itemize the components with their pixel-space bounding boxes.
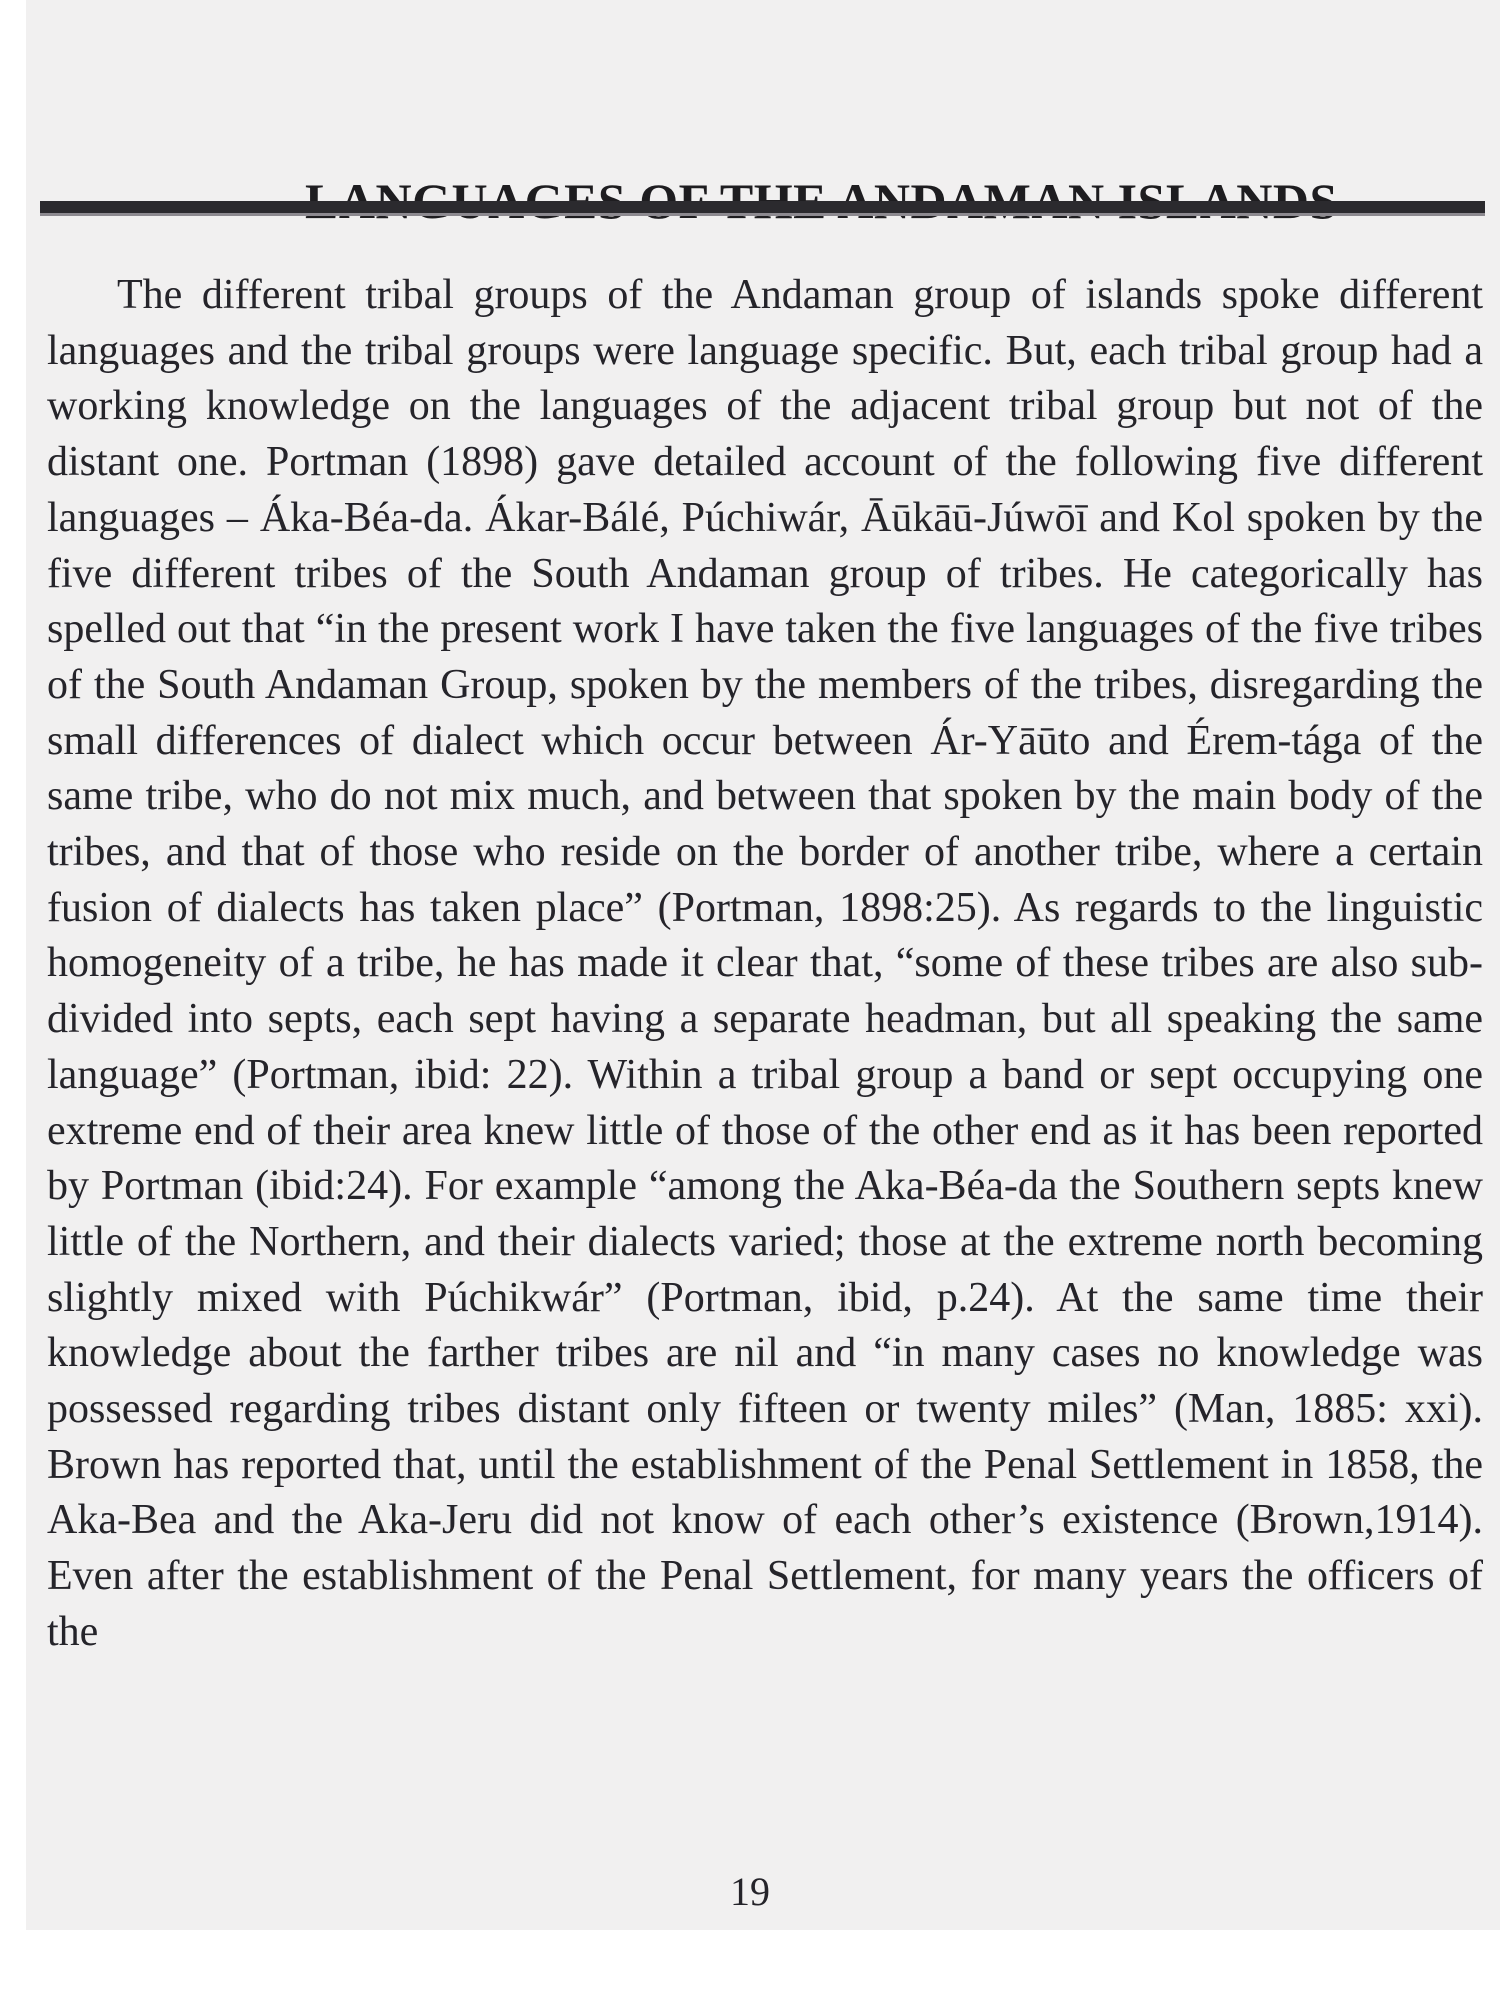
body-paragraph: The different tribal groups of the Andaman group of islands spoke different languages and the tribal groups were language specific. But, each tribal group had a working knowledge on the languages of the adjacent tribal group but not of the distant one. Portman (1898) gave detailed account of the following five different languages – Áka-Béa-da. Ákar-Bálé, Púchiwár, Āūkāū-Júwōī and Kol spoken by the five different tribes of the South Andaman group of tribes. He categorically has spelled out that “in the present work I have taken the five languages of the five tribes of the South Andaman Group, spoken by the members of the tribes, disregarding the small differences of dialect which occur between Ár-Yāūto and Érem-tága of the same tribe, who do not mix much, and between that spoken by the main body of the tribes, and that of those who reside on the border of another tribe, where a certain fusion of dialects has taken place” (Portman, 1898:25). As regards to the linguistic homogeneity of a tribe, he has made it clear that, “some of these tribes are also sub-divided into septs, each sept having a separate headman, but all speaking the same language” (Portman, ibid: 22). Within a tribal group a band or sept occupying one extreme end of their area knew little of those of the other end as it has been reported by Portman (ibid:24). For example “among the Aka-Béa-da the Southern septs knew little of the Northern, and their dialects varied; those at the extreme north becoming slightly mixed with Púchikwár” (Portman, ibid, p.24). At the same time their knowledge about the farther tribes are nil and “in many cases no knowledge was possessed regarding tribes distant only fifteen or twenty miles” (Man, 1885: xxi). Brown has reported that, until the establishment of the Penal Settlement in 1858, the Aka-Bea and the Aka-Jeru did not know of each other’s existence (Brown,1914). Even after the establishment of the Penal Settlement, for many years the officers of the bbox=[47, 272, 1483, 1655]
title-underline-rule bbox=[40, 201, 1485, 213]
page-number: 19 bbox=[730, 1869, 770, 1914]
